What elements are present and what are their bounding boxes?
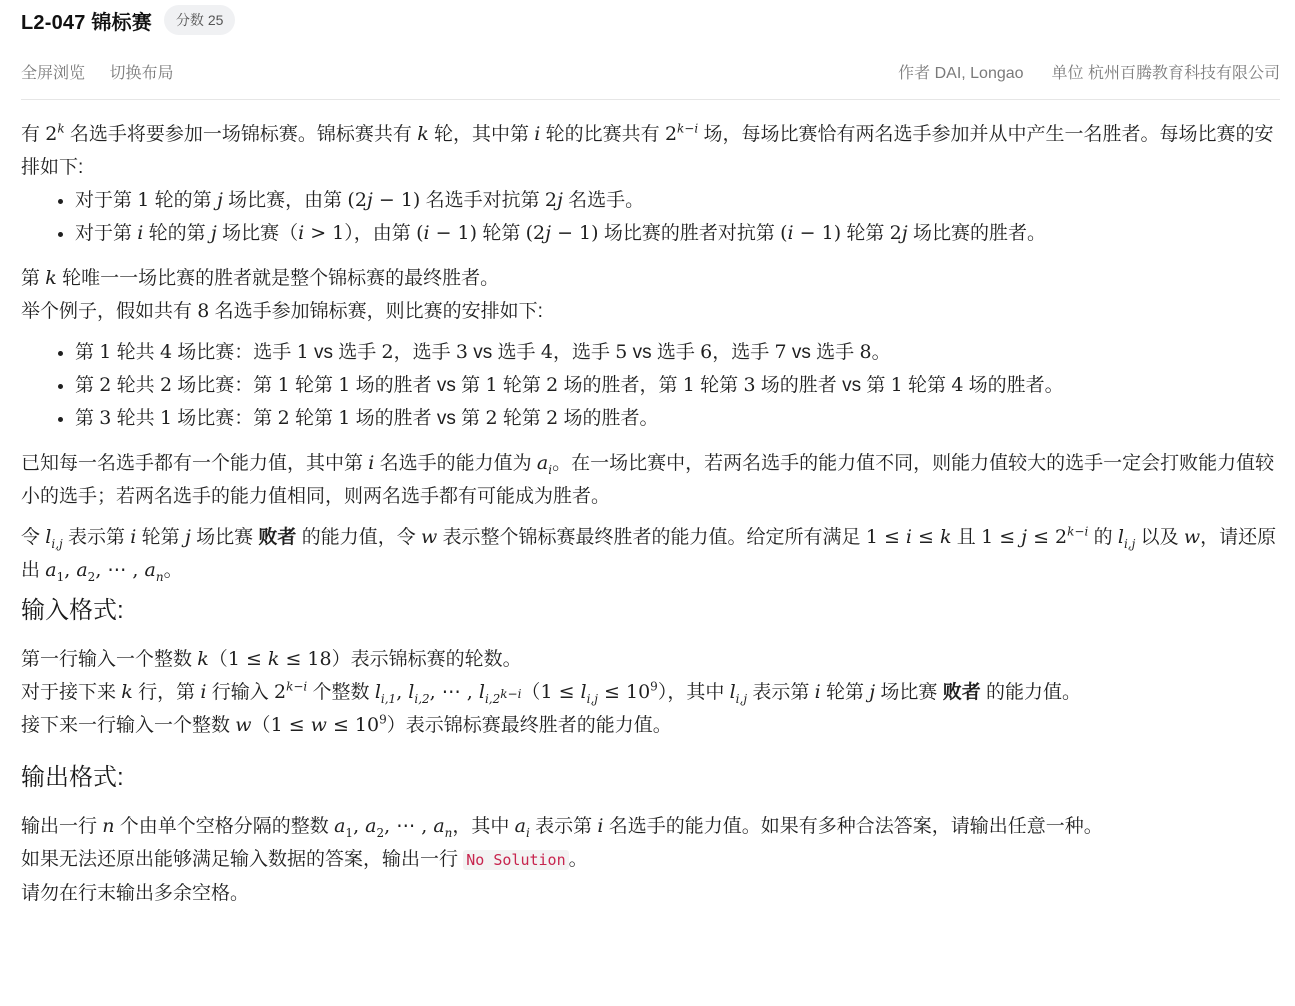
task-paragraph: 令 $l_{i,j}$ 表示第 i 轮第 j 场比赛 败者 的能力值，令 w 表示整个锦标赛最终胜者的能力值。给定所有满足 1 ≤ i ≤ k 且 $1 \le j \le 2^{k-i}$ 的 $l_{i,j}$ 以及 w，请还原出 $a_1$, $a_2$, ⋯ , $a_n$。	[21, 524, 1277, 584]
no-solution-code: No Solution	[463, 850, 568, 870]
output-line-2: 如果无法还原出能够满足输入数据的答案，输出一行 No Solution 。	[21, 849, 588, 870]
intro-paragraph: 有 2$^k$ 名选手将要参加一场锦标赛。锦标赛共有 k 轮，其中第 i 轮的比赛共有 $2^{k-i}$ 场，每场比赛恰有两名选手参加并从中产生一名胜者。每场比赛的安排如下:	[21, 121, 1274, 178]
example-paragraph: 举个例子，假如共有 8 名选手参加锦标赛，则比赛的安排如下:	[21, 300, 543, 322]
input-line-1: 第一行输入一个整数 k（1 ≤ k ≤ 18）表示锦标赛的轮数。	[21, 648, 522, 670]
input-line-3: 接下来一行输入一个整数 $w(1 \le w \le 10^9)$表示锦标赛最终胜者的能力值。	[21, 712, 672, 736]
ability-paragraph: 已知每一名选手都有一个能力值，其中第 i 名选手的能力值为 $a_i$。在一场比赛中，若两名选手的能力值不同，则能力值较大的选手一定会打败能力值较小的选手；若两名选手的能力值相同，则两名选手都有可能成为胜者。	[21, 452, 1275, 507]
problem-title: L2-047 锦标赛	[21, 11, 152, 34]
rules-list	[21, 184, 1280, 250]
problem-statement	[21, 118, 1280, 910]
example-list	[21, 336, 1280, 435]
list-item: • 第 2 轮共 2 场比赛：第 1 轮第 1 场的胜者 vs 第 1 轮第 2 场的胜者，第 1 轮第 3 场的胜者 vs 第 1 轮第 4 场的胜者。	[75, 369, 1280, 402]
header-divider	[21, 99, 1280, 100]
switch-layout-button[interactable]: 切换布局	[109, 65, 174, 82]
output-format-heading: 输出格式:	[21, 764, 124, 791]
list-item: • 对于第 i 轮的第 j 场比赛（i > 1），由第 (i − 1) 轮第 (2j − 1) 场比赛的胜者对抗第 (i − 1) 轮第 2j 场比赛的胜者。	[75, 217, 1280, 250]
output-line-1: 输出一行 n 个由单个空格分隔的整数 $a_1$, $a_2$, ⋯ , $a_n$，其中 $a_i$ 表示第 i 名选手的能力值。如果有多种合法答案，请输出任意一种。	[21, 815, 1103, 840]
meta-row	[21, 60, 1280, 84]
score-badge: 分数 25	[164, 5, 235, 35]
list-item: • 第 3 轮共 1 场比赛：第 2 轮第 1 场的胜者 vs 第 2 轮第 2 场的胜者。	[75, 402, 1280, 435]
unit-info: 单位 杭州百腾教育科技有限公司	[1051, 65, 1280, 82]
input-format-heading: 输入格式:	[21, 597, 124, 624]
title-row	[21, 4, 235, 36]
fullscreen-button[interactable]: 全屏浏览	[21, 65, 86, 82]
final-paragraph: 第 k 轮唯一一场比赛的胜者就是整个锦标赛的最终胜者。	[21, 267, 500, 289]
list-item: • 对于第 1 轮的第 j 场比赛，由第 (2j − 1) 名选手对抗第 2j 名选手。	[75, 184, 1280, 217]
input-line-2: 对于接下来 k 行，第 i 行输入 $2^{k-i}$ 个整数 $l_{i,1}$, $l_{i,2}$, ⋯ , $l_{i,2^{k-i}}(1 \le l_{i,j} \le 10^9)$，其中 $l_{i,j}$ 表示第 i 轮第 j 场比赛 败者 的能力值。	[21, 679, 1082, 706]
author-info: 作者 DAI, Longao	[898, 65, 1024, 82]
output-line-3: 请勿在行末输出多余空格。	[21, 883, 250, 904]
list-item: • 第 1 轮共 4 场比赛：选手 1 vs 选手 2，选手 3 vs 选手 4，选手 5 vs 选手 6，选手 7 vs 选手 8。	[75, 336, 1280, 369]
